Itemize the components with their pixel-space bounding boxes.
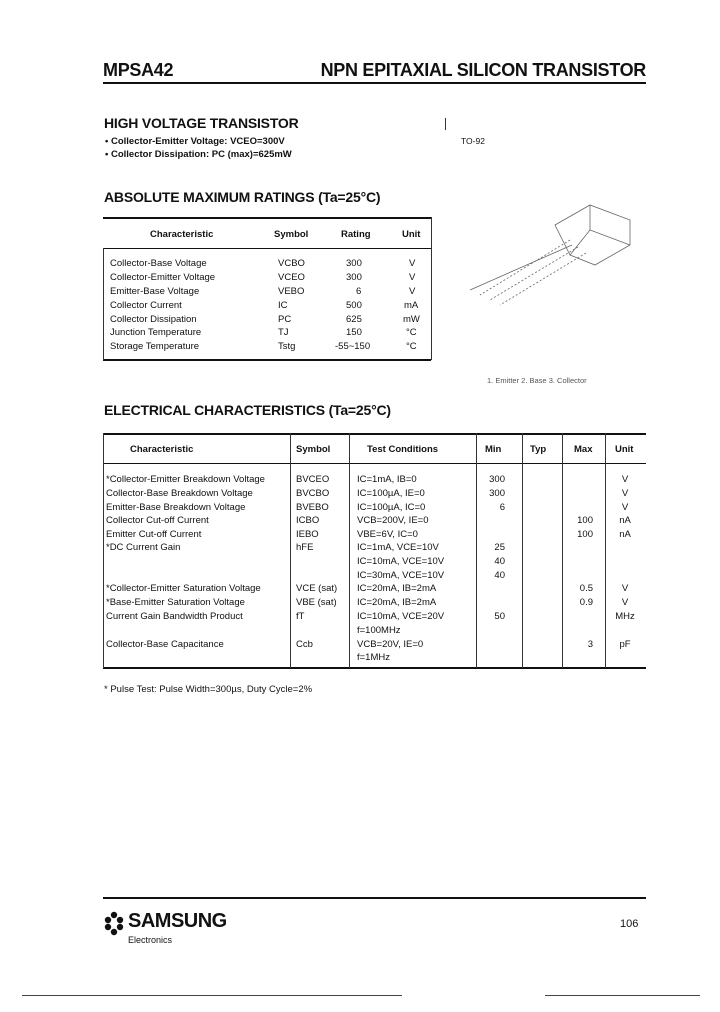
elec-heading: ELECTRICAL CHARACTERISTICS (Ta=25°C) [104,402,391,418]
abs-row-char: Collector-Base Voltage [110,258,207,269]
abs-max-bottom-rule [103,359,431,361]
elec-row-sym: fT [296,611,305,622]
elec-col-characteristic: Characteristic [130,444,194,455]
intro-heading: HIGH VOLTAGE TRANSISTOR [104,115,299,131]
elec-row-cond: IC=1mA, VCE=10V [357,542,439,553]
abs-row-sym: VCBO [278,258,305,269]
abs-row-rating: -55~150 [335,341,371,352]
elec-row-cond: IC=30mA, VCE=10V [357,570,445,581]
elec-row-sym: ICBO [296,515,320,526]
elec-row-char: Current Gain Bandwidth Product [106,611,243,622]
elec-row-min: 6 [499,502,505,513]
elec-row-min: 40 [494,570,505,581]
abs-row-unit: °C [406,341,417,352]
bottom-edge-rule [22,995,402,996]
elec-row-unit: V [621,488,629,499]
elec-row-sym: VCE (sat) [296,583,338,594]
elec-row-cond: IC=10mA, VCE=10V [357,556,445,567]
brand-name: SAMSUNG [128,910,227,932]
elec-row-cond: IC=100µA, IC=0 [357,502,426,513]
elec-row-unit: nA [619,529,631,540]
elec-row-cond: IC=20mA, IB=2mA [357,583,437,594]
elec-row-unit: pF [619,639,631,650]
header-rule [103,82,646,84]
elec-row-min: 50 [494,611,505,622]
abs-row-char: Emitter-Base Voltage [110,286,200,297]
abs-row-char: Collector Dissipation [110,314,197,325]
elec-col-line [562,433,563,668]
abs-row-char: Collector-Emitter Voltage [110,272,216,283]
elec-row-char: *Collector-Emitter Breakdown Voltage [106,474,265,485]
abs-row-unit: °C [406,327,417,338]
footnote: * Pulse Test: Pulse Width=300µs, Duty Cycle=2% [104,684,313,695]
abs-row-sym: PC [278,314,292,325]
abs-col-rating: Rating [341,229,371,240]
document-title: NPN EPITAXIAL SILICON TRANSISTOR [320,60,646,80]
elec-col-line [522,433,523,668]
elec-row-char: Emitter-Base Breakdown Voltage [106,502,246,513]
elec-row-char: *DC Current Gain [106,542,181,553]
elec-row-unit: V [621,502,629,513]
abs-row-unit: V [409,286,416,297]
elec-top-rule [103,433,646,435]
elec-row-cond: IC=20mA, IB=2mA [357,597,437,608]
elec-row-char: *Base-Emitter Saturation Voltage [106,597,245,608]
elec-header-rule [103,463,646,464]
abs-row-sym: IC [278,300,288,311]
abs-max-right-line [431,217,432,360]
elec-col-conditions: Test Conditions [367,444,439,455]
elec-row-unit: nA [619,515,631,526]
abs-row-sym: Tstg [278,341,296,352]
elec-col-min: Min [485,444,502,455]
abs-row-unit: V [409,258,416,269]
elec-row-char: Collector Cut-off Current [106,515,209,526]
elec-row-cond: IC=1mA, IB=0 [357,474,417,485]
part-number: MPSA42 [103,60,174,80]
elec-col-line [605,433,606,668]
elec-row-cond: f=100MHz [357,625,401,636]
elec-row-cond: VCB=200V, IE=0 [357,515,429,526]
elec-row-min: 25 [494,542,505,553]
elec-row-max: 3 [587,639,593,650]
elec-row-max: 0.5 [579,583,593,594]
elec-row-sym: BVCEO [296,474,330,485]
elec-row-char: Emitter Cut-off Current [106,529,202,540]
elec-row-min: 300 [489,474,505,485]
abs-col-unit: Unit [402,229,421,240]
elec-col-typ: Typ [530,444,547,455]
package-label: TO-92 [461,136,485,146]
page-number: 106 [620,918,639,930]
bottom-edge-rule [545,995,700,996]
elec-row-unit: V [621,597,629,608]
abs-row-sym: VEBO [278,286,305,297]
abs-row-rating: 300 [346,272,362,283]
elec-col-line [476,433,477,668]
elec-row-sym: BVEBO [296,502,329,513]
abs-row-char: Collector Current [110,300,182,311]
elec-row-sym: VBE (sat) [296,597,337,608]
elec-row-min: 300 [489,488,505,499]
elec-row-unit: MHz [615,611,635,622]
elec-col-max: Max [574,444,593,455]
elec-bottom-rule [103,667,646,669]
abs-row-sym: VCEO [278,272,305,283]
elec-row-char: *Collector-Emitter Saturation Voltage [106,583,261,594]
abs-row-unit: V [409,272,416,283]
abs-row-rating: 500 [346,300,362,311]
abs-row-rating: 150 [346,327,362,338]
bullet-vceo: • Collector-Emitter Voltage: VCEO=300V [105,136,285,147]
abs-col-characteristic: Characteristic [150,229,214,240]
elec-row-char: Collector-Base Capacitance [106,639,224,650]
abs-row-unit: mA [404,300,419,311]
elec-row-cond: VCB=20V, IE=0 [357,639,424,650]
elec-row-max: 100 [577,515,593,526]
footer-rule [103,897,646,899]
bullet-pc: • Collector Dissipation: PC (max)=625mW [105,149,292,160]
abs-row-rating: 6 [356,286,362,297]
elec-row-sym: hFE [296,542,314,553]
abs-row-rating: 300 [346,258,362,269]
abs-row-unit: mW [403,314,420,325]
abs-row-sym: TJ [278,327,289,338]
elec-row-cond: f=1MHz [357,652,390,663]
samsung-logo-icon [103,910,125,936]
abs-max-left-line [103,248,104,360]
elec-row-sym: Ccb [296,639,313,650]
elec-row-cond: VBE=6V, IC=0 [357,529,418,540]
abs-max-header-rule [103,248,431,249]
elec-row-sym: IEBO [296,529,319,540]
elec-row-max: 0.9 [579,597,593,608]
package-frame-mark [445,118,446,130]
elec-row-max: 100 [577,529,593,540]
abs-col-symbol: Symbol [274,229,309,240]
abs-max-heading: ABSOLUTE MAXIMUM RATINGS (Ta=25°C) [104,189,381,205]
elec-row-cond: IC=100µA, IE=0 [357,488,425,499]
elec-row-sym: BVCBO [296,488,330,499]
elec-row-unit: V [621,583,629,594]
abs-row-char: Junction Temperature [110,327,202,338]
elec-row-cond: IC=10mA, VCE=20V [357,611,445,622]
abs-max-top-rule [103,217,431,219]
elec-col-line [349,433,350,668]
abs-row-char: Storage Temperature [110,341,200,352]
elec-col-symbol: Symbol [296,444,331,455]
elec-row-char: Collector-Base Breakdown Voltage [106,488,253,499]
elec-row-min: 40 [494,556,505,567]
elec-left-line [103,433,104,668]
brand-sub: Electronics [128,935,173,945]
elec-row-unit: V [621,474,629,485]
pin-labels: 1. Emitter 2. Base 3. Collector [487,376,587,385]
elec-col-unit: Unit [615,444,634,455]
elec-col-line [290,433,291,668]
to92-package-drawing [460,185,640,315]
abs-row-rating: 625 [346,314,362,325]
